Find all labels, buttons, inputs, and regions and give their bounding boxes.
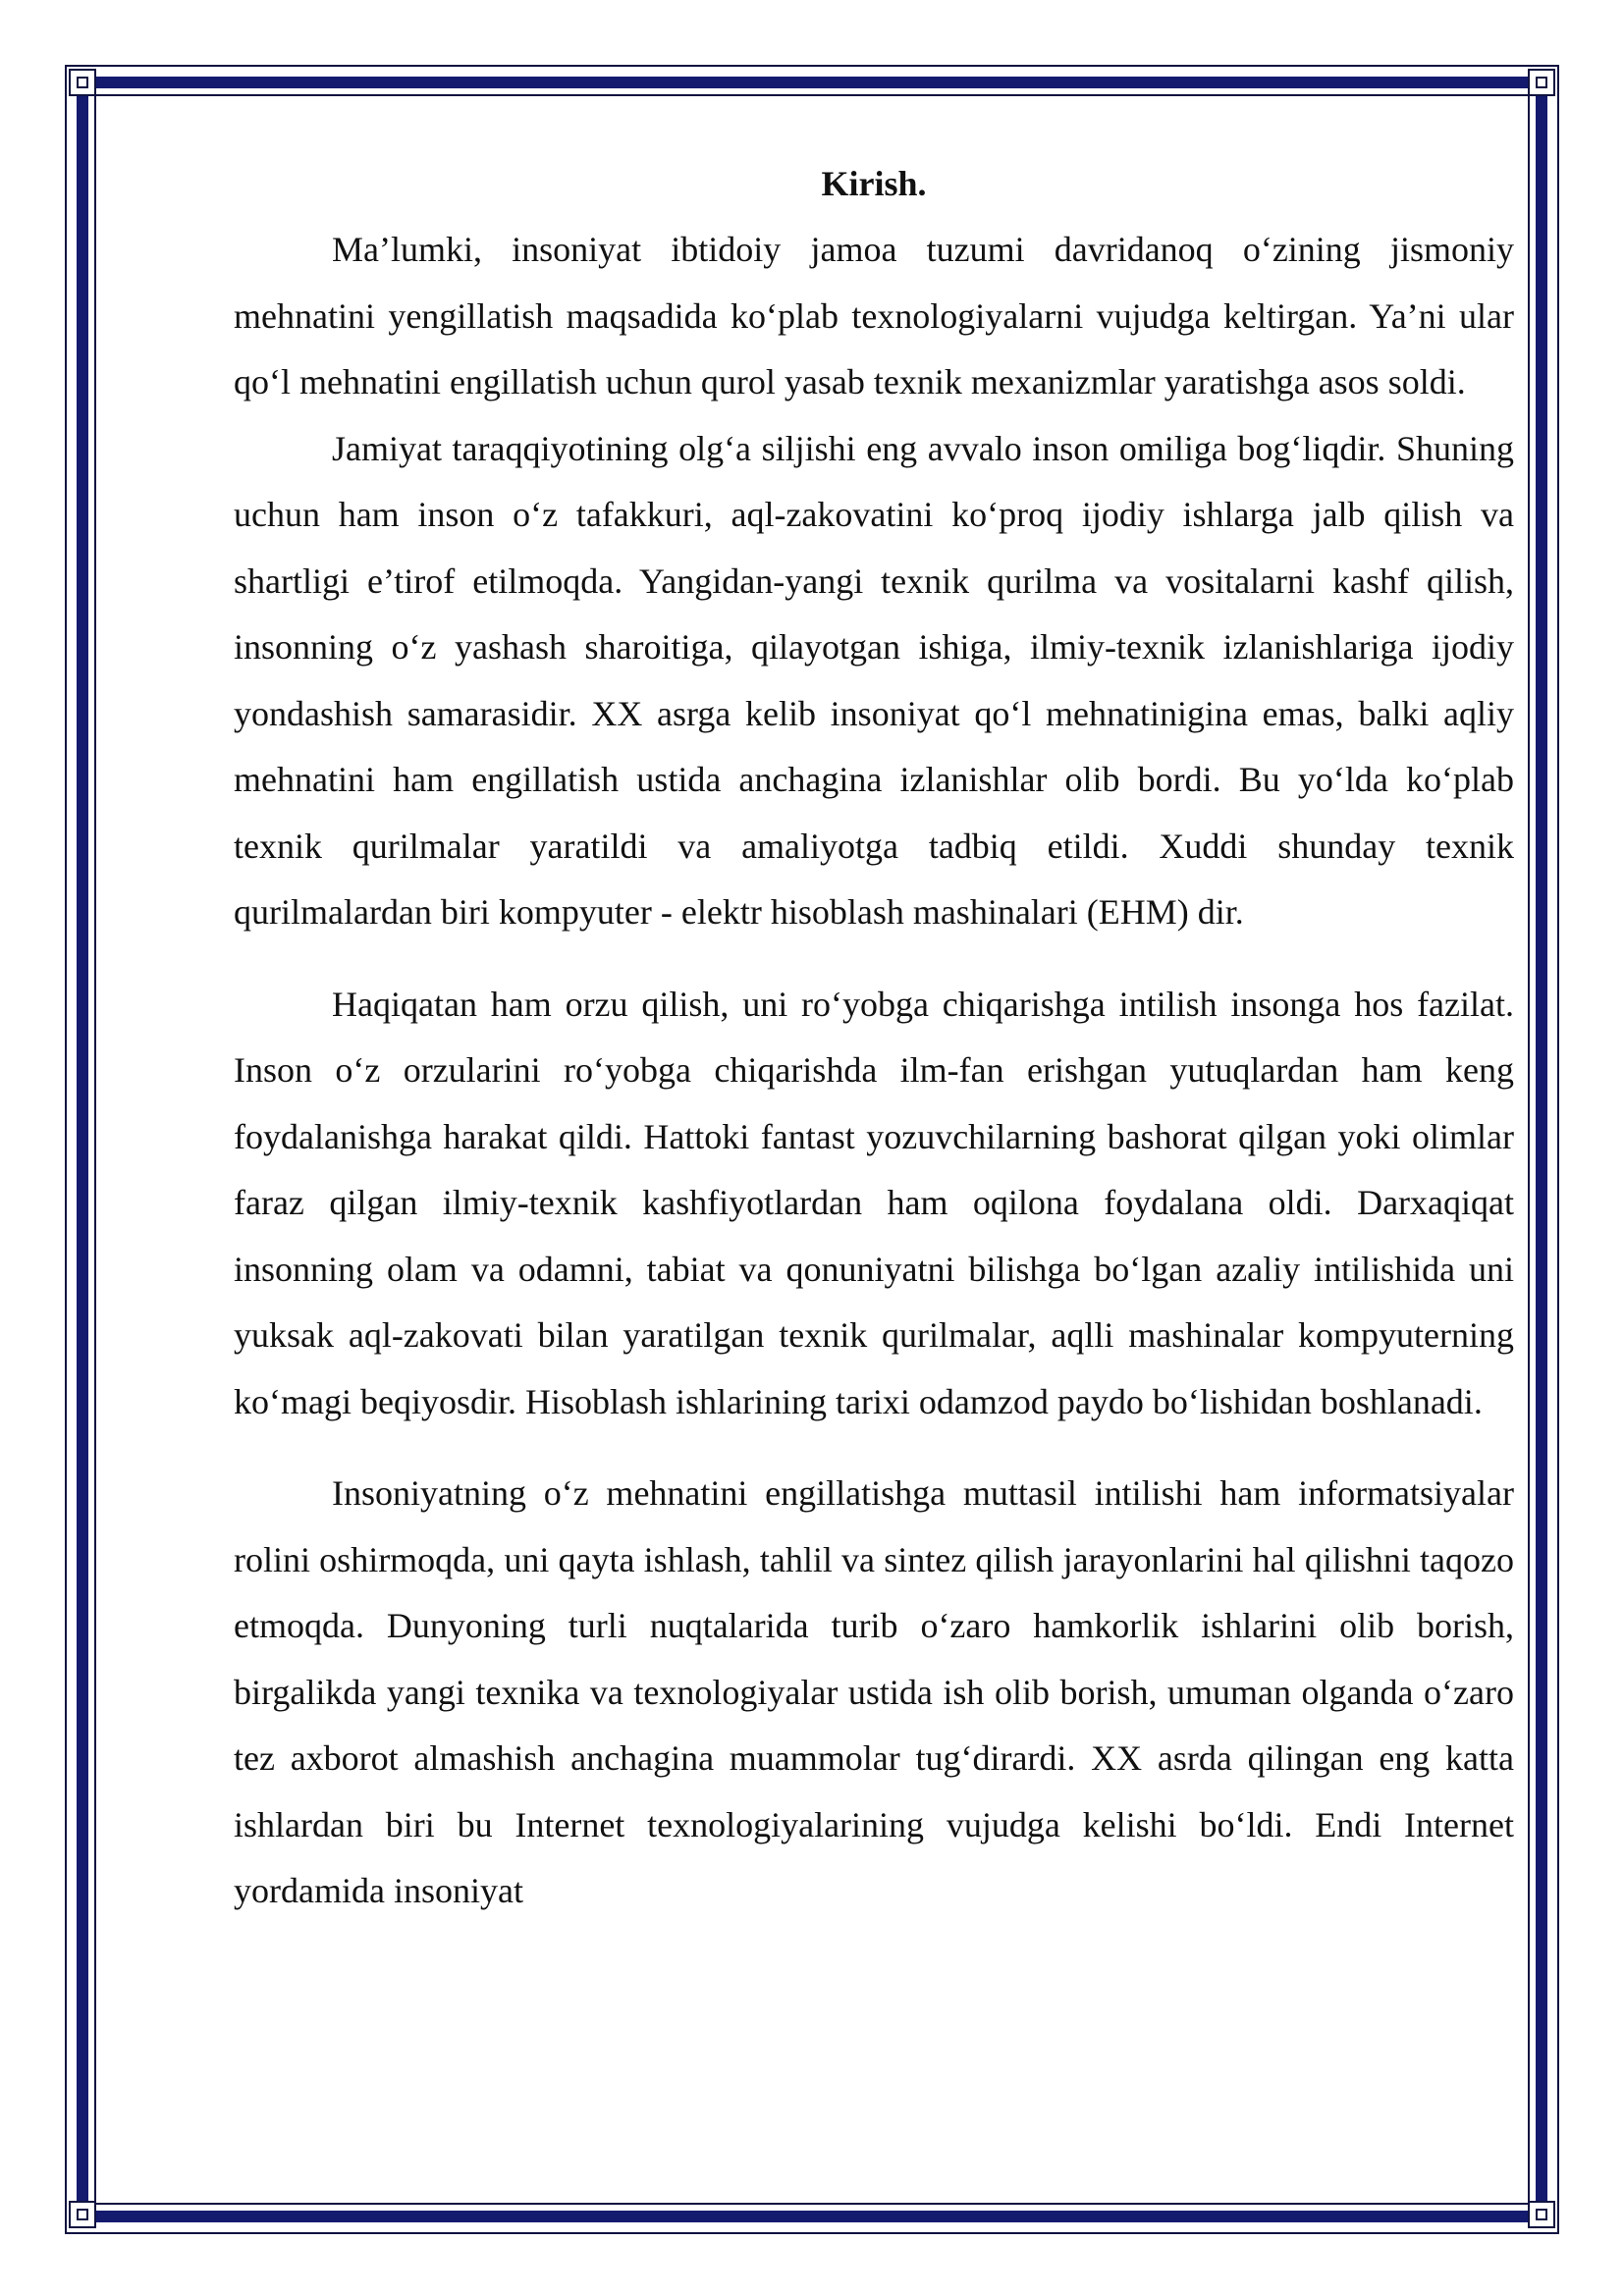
document-body — [234, 151, 1514, 1925]
border-corner-ornament — [1528, 2201, 1555, 2228]
border-corner-ornament — [69, 69, 96, 96]
border-corner-ornament — [1528, 69, 1555, 96]
border-corner-ornament — [69, 2201, 96, 2228]
paragraph: Insoniyatning o‘z mehnatini engillatishga muttasil intilishi ham informatsiyalar rolini oshirmoqda, uni qayta ishlash, tahlil va sintez qilish jarayonlarini hal qilishni taqozo etmoqda. Dunyoning turli nuqtalarida turib o‘zaro hamkorlik ishlarini olib borish, birgalikda yangi texnika va texnologiyalar ustida ish olib borish, umuman olganda o‘zaro tez axborot almashish anchagina muammolar tug‘dirardi. XX asrda qilingan eng katta ishlardan biri bu Internet texnologiyalarining vujudga kelishi bo‘ldi. Endi Internet yordamida insoniyat — [234, 1473, 1514, 1910]
paragraph: Haqiqatan ham orzu qilish, uni ro‘yobga chiqarishga intilish insonga hos fazilat. Inson o‘z orzularini ro‘yobga chiqarishda ilm-fan erishgan yutuqlardan ham keng foydalanishga harakat qildi. Hattoki fantast yozuvchilarning bashorat qilgan yoki olimlar faraz qilgan ilmiy-texnik kashfiyotlardan ham oqilona foydalana oldi. Darxaqiqat insonning olam va odamni, tabiat va qonuniyatni bilishga bo‘lgan azaliy intilishida uni yuksak aql-zakovati bilan yaratilgan texnik qurilmalar, aqlli mashinalar kompyuterning ko‘magi beqiyosdir. Hisoblash ishlarining tarixi odamzod paydo bo‘lishidan boshlanadi. — [234, 984, 1514, 1421]
paragraph: Ma’lumki, insoniyat ibtidoiy jamoa tuzumi davridanoq o‘zining jismoniy mehnatini yengillatish maqsadida ko‘plab texnologiyalarni vujudga keltirgan. Ya’ni ular qo‘l mehnatini engillatish uchun qurol yasab texnik mexanizmlar yaratishga asos soldi. — [234, 230, 1514, 401]
section-title: Kirish. — [821, 164, 927, 203]
paragraph: Jamiyat taraqqiyotining olg‘a siljishi eng avvalo inson omiliga bog‘liqdir. Shuning uchun ham inson o‘z tafakkuri, aql-zakovatini ko‘proq ijodiy ishlarga jalb qilish va shartligi e’tirof etilmoqda. Yangidan-yangi texnik qurilma va vositalarni kashf qilish, insonning o‘z yashash sharoitiga, qilayotgan ishiga, ilmiy-texnik izlanishlariga ijodiy yondashish samarasidir. XX asrga kelib insoniyat qo‘l mehnatinigina emas, balki aqliy mehnatini ham engillatish ustida anchagina izlanishlar olib bordi. Bu yo‘lda ko‘plab texnik qurilmalar yaratildi va amaliyotga tadbiq etildi. Xuddi shunday texnik qurilmalardan biri kompyuter - elektr hisoblash mashinalari (EHM) dir. — [234, 428, 1514, 932]
